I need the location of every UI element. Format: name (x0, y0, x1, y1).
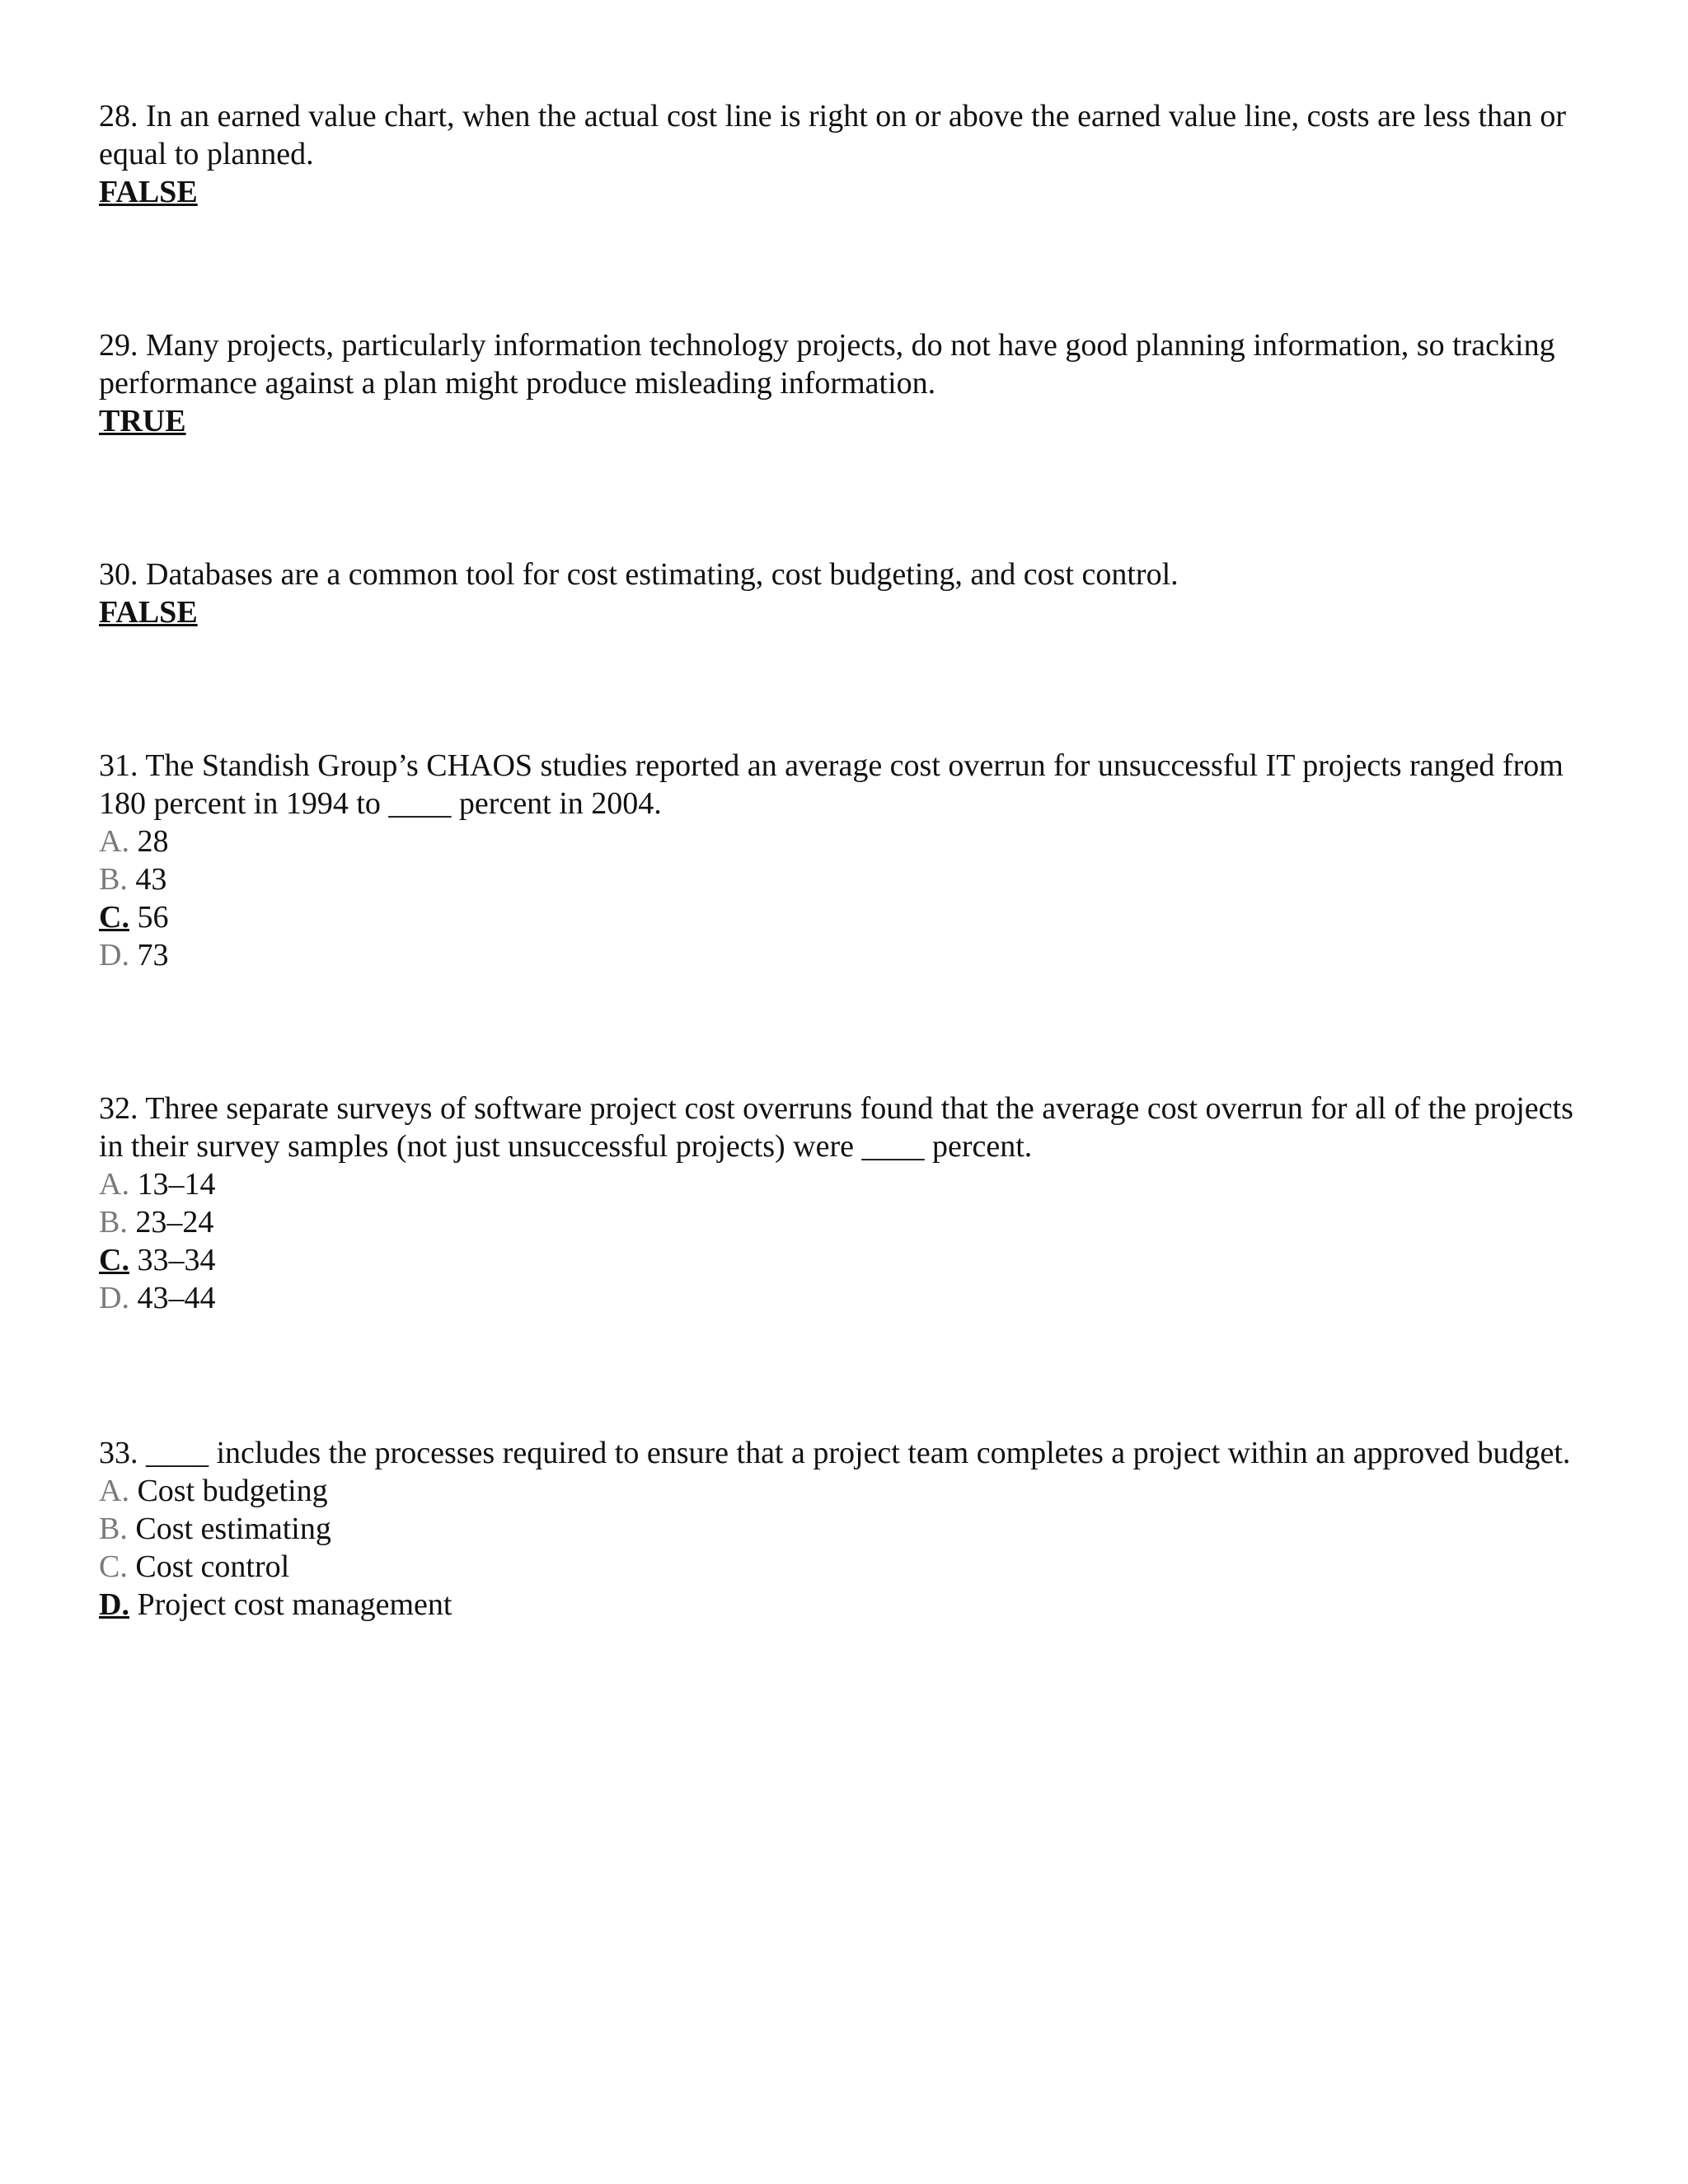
option-text: Project cost management (137, 1587, 452, 1622)
answer-false: FALSE (99, 595, 198, 630)
question-text: 33. ____ includes the processes required to ensure that a project team completes a project within an approved budget. (99, 1436, 1571, 1470)
option-a (99, 1165, 1599, 1203)
option-text: 43 (135, 862, 167, 897)
question-text: 29. Many projects, particularly information technology projects, do not have good planning information, so tracking performance against a plan might produce misleading information. (99, 328, 1555, 401)
option-letter: B. (99, 1511, 128, 1546)
answer-false: FALSE (99, 175, 198, 209)
question-text: 32. Three separate surveys of software project cost overruns found that the average cost overrun for all of the projects in their survey samples (not just unsuccessful projects) were ____ percent. (99, 1091, 1573, 1164)
option-text: Cost budgeting (137, 1474, 328, 1508)
option-d (99, 1279, 1599, 1317)
option-d (99, 936, 1599, 974)
option-c-correct (99, 1241, 1599, 1279)
question-text: 31. The Standish Group’s CHAOS studies reported an average cost overrun for unsuccessful IT projects ranged from 180 percent in 1994 to ____ percent in 2004. (99, 748, 1564, 821)
option-letter: D. (99, 938, 129, 972)
option-letter: C. (99, 1549, 128, 1584)
option-text: 73 (137, 938, 169, 972)
option-a (99, 823, 1599, 860)
option-text: Cost estimating (135, 1511, 331, 1546)
question-text: 30. Databases are a common tool for cost estimating, cost budgeting, and cost control. (99, 557, 1179, 592)
option-letter: A. (99, 1167, 129, 1202)
question-28 (99, 97, 1599, 211)
option-text: 33–34 (137, 1243, 216, 1277)
option-text: Cost control (135, 1549, 290, 1584)
option-text: 13–14 (137, 1167, 216, 1202)
option-letter: D. (99, 1281, 129, 1315)
option-text: 43–44 (137, 1281, 216, 1315)
question-32 (99, 1090, 1599, 1317)
answer-true: TRUE (99, 404, 186, 438)
option-text: 23–24 (135, 1205, 214, 1240)
option-letter: A. (99, 1474, 129, 1508)
option-letter: B. (99, 862, 128, 897)
option-text: 28 (137, 824, 169, 859)
option-letter: C. (99, 1243, 129, 1277)
question-29 (99, 326, 1599, 440)
option-letter: C. (99, 900, 129, 935)
question-33 (99, 1434, 1599, 1624)
option-b (99, 860, 1599, 898)
option-b (99, 1510, 1599, 1548)
question-text: 28. In an earned value chart, when the actual cost line is right on or above the earned value line, costs are less than or equal to planned. (99, 99, 1567, 171)
option-letter: D. (99, 1587, 129, 1622)
option-a (99, 1472, 1599, 1510)
option-letter: A. (99, 824, 129, 859)
question-30 (99, 555, 1599, 631)
option-b (99, 1203, 1599, 1241)
option-letter: B. (99, 1205, 128, 1240)
option-c-correct (99, 898, 1599, 936)
option-c (99, 1548, 1599, 1586)
option-text: 56 (137, 900, 169, 935)
question-31 (99, 747, 1599, 974)
option-d-correct (99, 1586, 1599, 1624)
